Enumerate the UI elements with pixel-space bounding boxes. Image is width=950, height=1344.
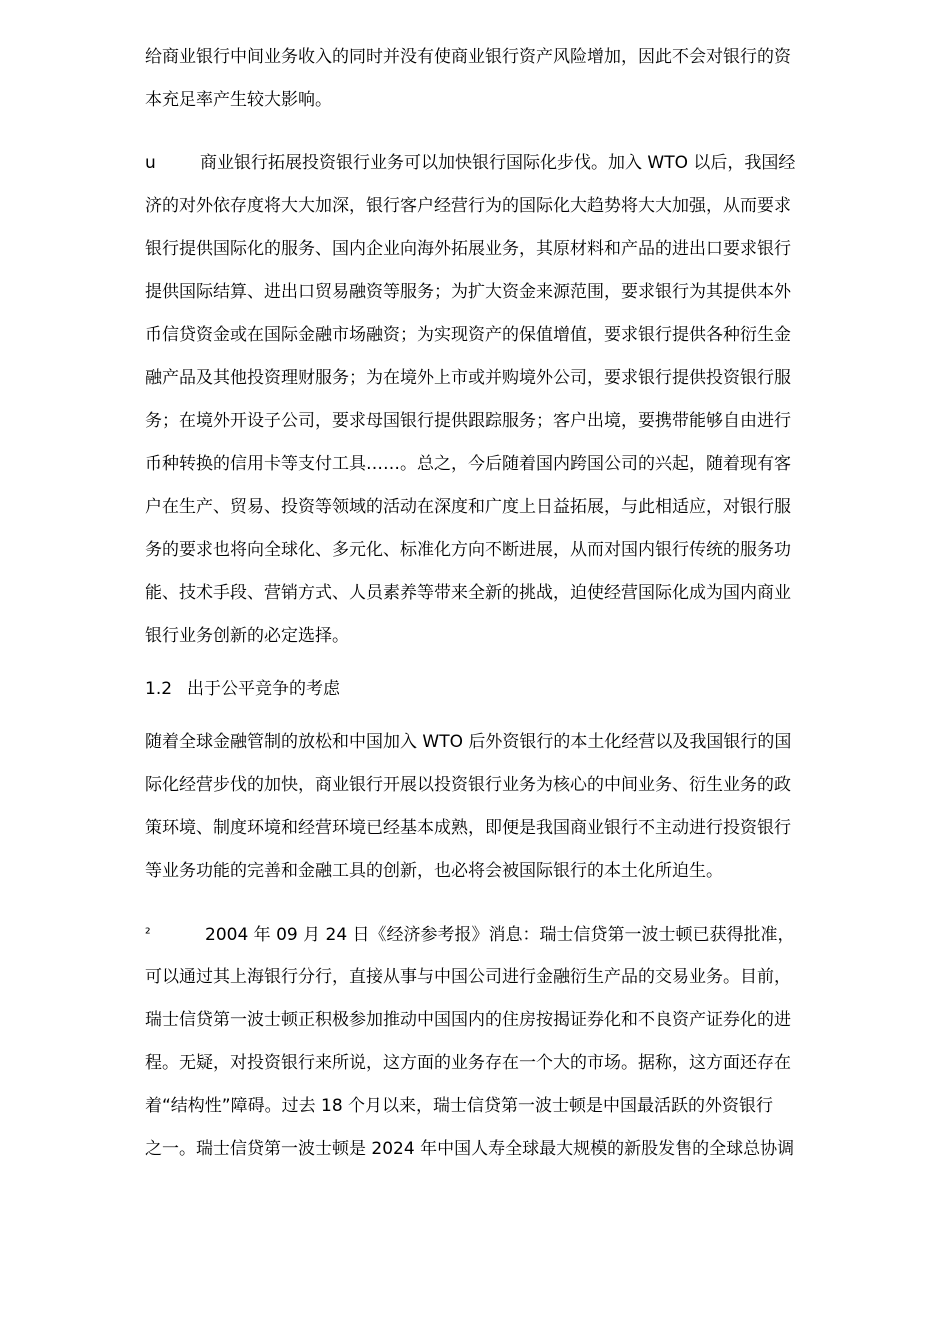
- text-line: 银行业务创新的必定选择。: [145, 626, 349, 646]
- section-number: 1.2: [145, 679, 173, 699]
- text-line: 之一。瑞士信贷第一波士顿是 2024 年中国人寿全球最大规模的新股发售的全球总协调: [145, 1139, 795, 1159]
- text-line: 等业务功能的完善和金融工具的创新，也必将会被国际银行的本土化所迫生。: [145, 861, 723, 881]
- bullet-paragraph-internationalization: [145, 142, 873, 658]
- footnote-first-line: 2004 年 09 月 24 日《经济参考报》消息：瑞士信贷第一波士顿已获得批准，: [205, 925, 795, 945]
- text-line: 务；在境外开设子公司，要求母国银行提供跟踪服务；客户出境，要携带能够自由进行: [145, 411, 791, 431]
- text-line: 币信贷资金或在国际金融市场融资；为实现资产的保值增值，要求银行提供各种衍生金: [145, 325, 791, 345]
- text-line: 济的对外依存度将大大加深，银行客户经营行为的国际化大趋势将大大加强，从而要求: [145, 196, 791, 216]
- text-line: 着“结构性”障碍。过去 18 个月以来，瑞士信贷第一波士顿是中国最活跃的外资银行: [145, 1096, 774, 1116]
- paragraph-fair-competition: [145, 721, 873, 893]
- bullet-marker: u: [145, 153, 156, 173]
- text-line: 银行提供国际化的服务、国内企业向海外拓展业务，其原材料和产品的进出口要求银行: [145, 239, 791, 259]
- text-line: 可以通过其上海银行分行，直接从事与中国公司进行金融衍生产品的交易业务。目前，: [145, 967, 791, 987]
- bullet-first-line: 商业银行拓展投资银行业务可以加快银行国际化步伐。加入 WTO 以后，我国经: [200, 153, 796, 173]
- text-line: 提供国际结算、进出口贸易融资等服务；为扩大资金来源范围，要求银行为其提供本外: [145, 282, 791, 302]
- footnote-marker: ²: [145, 926, 151, 942]
- footnote-paragraph: [145, 913, 873, 1171]
- text-line: 本充足率产生较大影响。: [145, 90, 332, 110]
- text-line: 币种转换的信用卡等支付工具……。总之，今后随着国内跨国公司的兴起，随着现有客: [145, 454, 791, 474]
- document-page: [145, 36, 873, 1171]
- paragraph-capital-adequacy: [145, 36, 873, 122]
- section-title: 出于公平竞争的考虑: [187, 679, 340, 699]
- text-line: [145, 142, 873, 185]
- text-line: 户在生产、贸易、投资等领域的活动在深度和广度上日益拓展，与此相适应，对银行服: [145, 497, 791, 517]
- text-line: 瑞士信贷第一波士顿正积极参加推动中国国内的住房按揭证券化和不良资产证券化的进: [145, 1010, 791, 1030]
- text-line: [145, 913, 873, 956]
- text-line: 策环境、制度环境和经营环境已经基本成熟，即便是我国商业银行不主动进行投资银行: [145, 818, 791, 838]
- text-line: 融产品及其他投资理财服务；为在境外上市或并购境外公司，要求银行提供投资银行服: [145, 368, 791, 388]
- text-line: 务的要求也将向全球化、多元化、标准化方向不断进展，从而对国内银行传统的服务功: [145, 540, 791, 560]
- text-line: 际化经营步伐的加快，商业银行开展以投资银行业务为核心的中间业务、衍生业务的政: [145, 775, 791, 795]
- text-line: 能、技术手段、营销方式、人员素养等带来全新的挑战，迫使经营国际化成为国内商业: [145, 583, 791, 603]
- text-line: 程。无疑，对投资银行来所说，这方面的业务存在一个大的市场。据称，这方面还存在: [145, 1053, 791, 1073]
- text-line: 给商业银行中间业务收入的同时并没有使商业银行资产风险增加，因此不会对银行的资: [145, 47, 791, 67]
- section-heading: [145, 668, 873, 711]
- text-line: 随着全球金融管制的放松和中国加入 WTO 后外资银行的本土化经营以及我国银行的国: [145, 732, 792, 752]
